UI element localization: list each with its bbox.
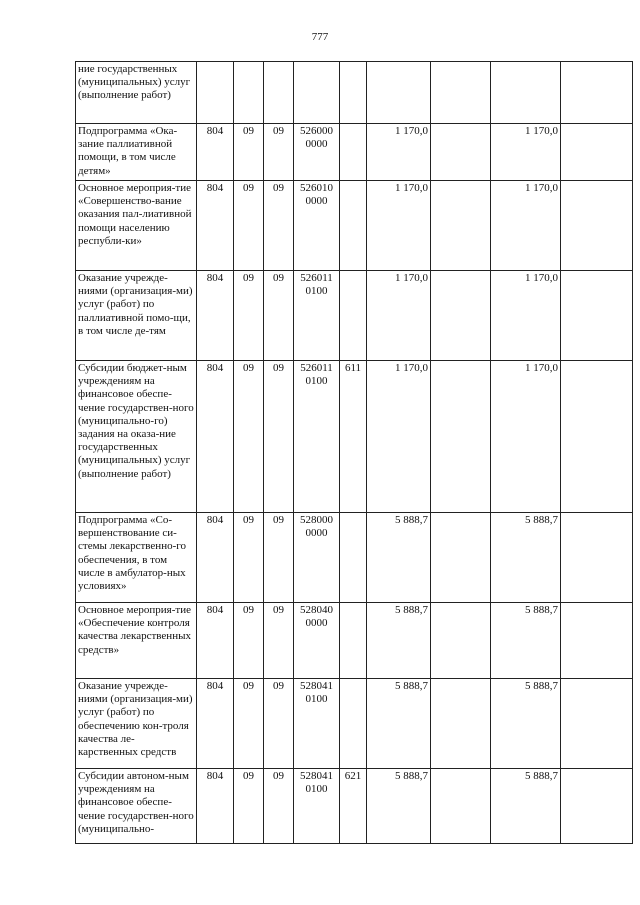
table-row bbox=[76, 271, 633, 361]
article-code-cell: 528000 0000 bbox=[294, 513, 340, 603]
article-code-cell: 526000 0000 bbox=[294, 124, 340, 181]
row-name-cell: Подпрограмма «Со-вершенствование си-стемы лекарственно-го обеспечения, в том числе в амбулатор-ных условиях» bbox=[76, 513, 197, 603]
amount-secondary-cell: 1 170,0 bbox=[491, 124, 561, 181]
amount-cell: 1 170,0 bbox=[367, 124, 431, 181]
section-code-cell: 09 bbox=[234, 181, 264, 271]
subsection-code-cell: 09 bbox=[264, 513, 294, 603]
row-name-cell: Основное мероприя-тие «Совершенство-вание оказания пал-лиативной помощи населению республи-ки» bbox=[76, 181, 197, 271]
amount-secondary-cell bbox=[491, 62, 561, 124]
table-row bbox=[76, 679, 633, 769]
last-column-cell bbox=[561, 679, 633, 769]
section-code-cell bbox=[234, 62, 264, 124]
amount-secondary-cell: 5 888,7 bbox=[491, 603, 561, 679]
amount-secondary-cell: 1 170,0 bbox=[491, 181, 561, 271]
amount-cell bbox=[367, 62, 431, 124]
expense-type-cell: 611 bbox=[340, 361, 367, 513]
amount-cell: 5 888,7 bbox=[367, 603, 431, 679]
expense-type-cell bbox=[340, 603, 367, 679]
article-code-cell: 528040 0000 bbox=[294, 603, 340, 679]
section-code-cell: 09 bbox=[234, 271, 264, 361]
subsection-code-cell: 09 bbox=[264, 271, 294, 361]
table-row bbox=[76, 603, 633, 679]
expense-type-cell bbox=[340, 124, 367, 181]
subsection-code-cell: 09 bbox=[264, 679, 294, 769]
table-row bbox=[76, 769, 633, 844]
expense-type-cell: 621 bbox=[340, 769, 367, 844]
section-code-cell: 09 bbox=[234, 769, 264, 844]
amount-cell: 5 888,7 bbox=[367, 513, 431, 603]
amount-cell: 1 170,0 bbox=[367, 361, 431, 513]
subsection-code-cell: 09 bbox=[264, 769, 294, 844]
row-name-cell: Оказание учрежде-ниями (организация-ми) услуг (работ) по обеспечению кон-троля качества ле-карственных средств bbox=[76, 679, 197, 769]
subsection-code-cell: 09 bbox=[264, 361, 294, 513]
article-code-cell: 526011 0100 bbox=[294, 361, 340, 513]
amount-secondary-cell: 5 888,7 bbox=[491, 679, 561, 769]
section-code-cell: 09 bbox=[234, 679, 264, 769]
last-column-cell bbox=[561, 271, 633, 361]
amount-cell: 1 170,0 bbox=[367, 271, 431, 361]
ministry-code-cell: 804 bbox=[197, 124, 234, 181]
amount-secondary-cell: 1 170,0 bbox=[491, 361, 561, 513]
last-column-cell bbox=[561, 124, 633, 181]
row-name-cell: ние государственных (муниципальных) услуг (выполнение работ) bbox=[76, 62, 197, 124]
expense-type-cell bbox=[340, 513, 367, 603]
table-row bbox=[76, 513, 633, 603]
expense-type-cell bbox=[340, 62, 367, 124]
ministry-code-cell: 804 bbox=[197, 513, 234, 603]
extra-cell bbox=[431, 679, 491, 769]
page-number: 777 bbox=[311, 31, 329, 43]
row-name-cell: Субсидии автоном-ным учреждениям на финансовое обеспе-чение государствен-ного (муниципально- bbox=[76, 769, 197, 844]
last-column-cell bbox=[561, 62, 633, 124]
extra-cell bbox=[431, 124, 491, 181]
last-column-cell bbox=[561, 181, 633, 271]
ministry-code-cell: 804 bbox=[197, 271, 234, 361]
extra-cell bbox=[431, 769, 491, 844]
last-column-cell bbox=[561, 769, 633, 844]
ministry-code-cell: 804 bbox=[197, 181, 234, 271]
amount-cell: 5 888,7 bbox=[367, 769, 431, 844]
section-code-cell: 09 bbox=[234, 513, 264, 603]
table-row bbox=[76, 361, 633, 513]
table-row bbox=[76, 181, 633, 271]
subsection-code-cell: 09 bbox=[264, 124, 294, 181]
article-code-cell: 526010 0000 bbox=[294, 181, 340, 271]
table-row bbox=[76, 124, 633, 181]
subsection-code-cell: 09 bbox=[264, 603, 294, 679]
expense-type-cell bbox=[340, 271, 367, 361]
article-code-cell: 528041 0100 bbox=[294, 769, 340, 844]
amount-secondary-cell: 5 888,7 bbox=[491, 769, 561, 844]
article-code-cell: 526011 0100 bbox=[294, 271, 340, 361]
ministry-code-cell: 804 bbox=[197, 603, 234, 679]
extra-cell bbox=[431, 603, 491, 679]
extra-cell bbox=[431, 62, 491, 124]
row-name-cell: Субсидии бюджет-ным учреждениям на финансовое обеспе-чение государствен-ного (муниципально-го) задания на оказа-ние государственных (муниципальных) услуг (выполнение работ) bbox=[76, 361, 197, 513]
ministry-code-cell: 804 bbox=[197, 769, 234, 844]
expense-type-cell bbox=[340, 181, 367, 271]
table-row bbox=[76, 62, 633, 124]
amount-secondary-cell: 5 888,7 bbox=[491, 513, 561, 603]
subsection-code-cell bbox=[264, 62, 294, 124]
section-code-cell: 09 bbox=[234, 603, 264, 679]
section-code-cell: 09 bbox=[234, 124, 264, 181]
ministry-code-cell bbox=[197, 62, 234, 124]
extra-cell bbox=[431, 271, 491, 361]
ministry-code-cell: 804 bbox=[197, 361, 234, 513]
amount-cell: 1 170,0 bbox=[367, 181, 431, 271]
amount-cell: 5 888,7 bbox=[367, 679, 431, 769]
article-code-cell bbox=[294, 62, 340, 124]
article-code-cell: 528041 0100 bbox=[294, 679, 340, 769]
last-column-cell bbox=[561, 513, 633, 603]
expense-type-cell bbox=[340, 679, 367, 769]
extra-cell bbox=[431, 513, 491, 603]
ministry-code-cell: 804 bbox=[197, 679, 234, 769]
section-code-cell: 09 bbox=[234, 361, 264, 513]
row-name-cell: Основное мероприя-тие «Обеспечение контроля качества лекарственных средств» bbox=[76, 603, 197, 679]
last-column-cell bbox=[561, 603, 633, 679]
amount-secondary-cell: 1 170,0 bbox=[491, 271, 561, 361]
row-name-cell: Оказание учрежде-ниями (организация-ми) услуг (работ) по паллиативной помо-щи, в том числе де-тям bbox=[76, 271, 197, 361]
row-name-cell: Подпрограмма «Ока-зание паллиативной помощи, в том числе детям» bbox=[76, 124, 197, 181]
budget-table bbox=[75, 61, 633, 844]
last-column-cell bbox=[561, 361, 633, 513]
subsection-code-cell: 09 bbox=[264, 181, 294, 271]
extra-cell bbox=[431, 361, 491, 513]
extra-cell bbox=[431, 181, 491, 271]
